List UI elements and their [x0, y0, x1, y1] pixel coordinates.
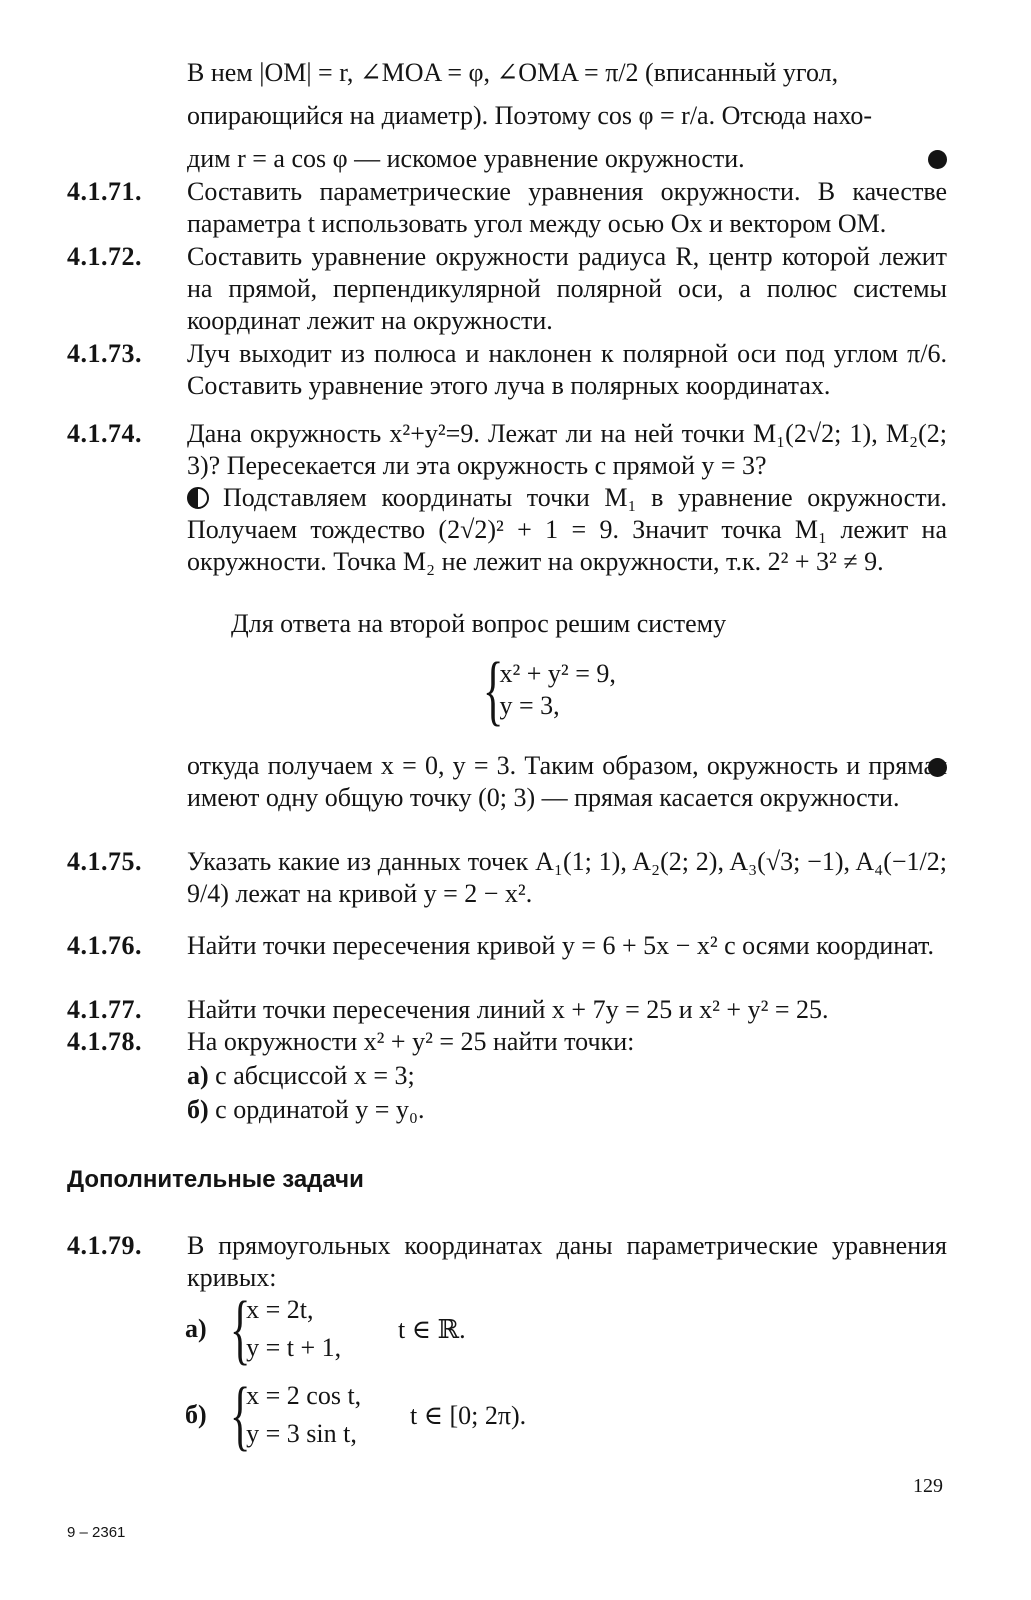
problem-number: 4.1.72. — [67, 242, 142, 271]
problem-text: Дана окружность x²+y²=9. Лежат ли на ней точки M₁(2√2; 1), M₂(2; 3)? Пересекается ли эта окружность с прямой y = 3? — [187, 419, 947, 480]
system-line-2: y = t + 1, — [246, 1333, 342, 1362]
problem-text: Найти точки пересечения линий x + 7y = 25 и x² + y² = 25. — [187, 995, 829, 1024]
subitem-label: а) — [185, 1314, 207, 1343]
section-title: Дополнительные задачи — [67, 1166, 364, 1193]
subitem-label: а) — [187, 1061, 209, 1090]
intro-line-3-text: дим r = a cos φ — искомое уравнение окружности. — [187, 144, 745, 173]
problem-text: Найти точки пересечения кривой y = 6 + 5x − x² с осями координат. — [187, 931, 934, 960]
system-line-1: x = 2 cos t, — [246, 1381, 362, 1410]
param-domain-b: t ∈ [0; 2π). — [410, 1401, 527, 1430]
system-line-2: y = 3 sin t, — [246, 1419, 357, 1448]
system-b — [185, 1371, 362, 1458]
problem-number: 4.1.74. — [67, 419, 142, 448]
system-a — [185, 1285, 342, 1372]
problem-text: Луч выходит из полюса и наклонен к полярной оси под углом π/6. Составить уравнение этого луча в полярных координатах. — [187, 339, 947, 400]
intro-line-2: опирающийся на диаметр). Поэтому cos φ = r/a. Отсюда нахо- — [187, 101, 873, 130]
problem-number: 4.1.77. — [67, 995, 142, 1024]
intro-line-3 — [187, 143, 947, 175]
subitem-text: с ординатой y = y₀. — [215, 1095, 425, 1124]
brace-icon: { — [229, 1285, 251, 1372]
problem-text: На окружности x² + y² = 25 найти точки: — [187, 1027, 635, 1056]
problem-number: 4.1.79. — [67, 1231, 142, 1260]
page-number: 129 — [913, 1475, 943, 1497]
brace-icon: { — [229, 1371, 251, 1458]
intro-line-1: В нем |OM| = r, ∠MOA = φ, ∠OMA = π/2 (вписанный угол, — [187, 58, 839, 87]
subitem-a — [187, 1060, 947, 1092]
problem-text: В прямоугольных координатах даны параметрические уравнения кривых: — [187, 1231, 947, 1292]
system-line-1: x = 2t, — [246, 1295, 314, 1324]
problem-number: 4.1.73. — [67, 339, 142, 368]
problem-number: 4.1.78. — [67, 1027, 142, 1056]
subitem-b — [187, 1094, 947, 1126]
solution-text: Подставляем координаты точки M₁ в уравнение окружности. Получаем тождество (2√2)² + 1 = 9. Значит точка M₁ лежит на окружности. Точка M₂ не лежит на окружности, т.к. 2² + 3² ≠ 9. — [187, 483, 947, 576]
problem-number: 4.1.76. — [67, 931, 142, 960]
equation-system — [466, 646, 616, 733]
subitem-label: б) — [185, 1400, 207, 1429]
solution-paragraph — [187, 482, 947, 578]
brace-icon: { — [482, 646, 504, 733]
solution-start-icon — [187, 487, 209, 509]
solution-conclusion: откуда получаем x = 0, y = 3. Таким образом, окружность и прямая имеют одну общую точку (0; 3) — прямая касается окружности. — [187, 751, 947, 812]
system-line-1: x² + y² = 9, — [499, 659, 616, 688]
problem-number: 4.1.71. — [67, 177, 142, 206]
solution-paragraph-2: Для ответа на второй вопрос решим систему — [231, 609, 727, 638]
footer-signature: 9 – 2361 — [67, 1524, 126, 1541]
problem-number: 4.1.75. — [67, 847, 142, 876]
solution-paragraph-3 — [187, 750, 947, 814]
problem-text: Составить параметрические уравнения окружности. В качестве параметра t использовать угол между осью Ox и вектором OM. — [187, 177, 947, 238]
problem-text: Указать какие из данных точек A₁(1; 1), A₂(2; 2), A₃(√3; −1), A₄(−1/2; 9/4) лежат на кривой y = 2 − x². — [187, 847, 947, 908]
system-line-2: y = 3, — [499, 691, 560, 720]
subitem-label: б) — [187, 1095, 209, 1124]
problem-text: Составить уравнение окружности радиуса R, центр которой лежит на прямой, перпендикулярной полярной оси, а полюс системы координат лежит на окружности. — [187, 242, 947, 335]
subitem-text: с абсциссой x = 3; — [215, 1061, 415, 1090]
end-of-solution-icon — [928, 150, 947, 169]
param-domain-a: t ∈ ℝ. — [398, 1315, 466, 1344]
